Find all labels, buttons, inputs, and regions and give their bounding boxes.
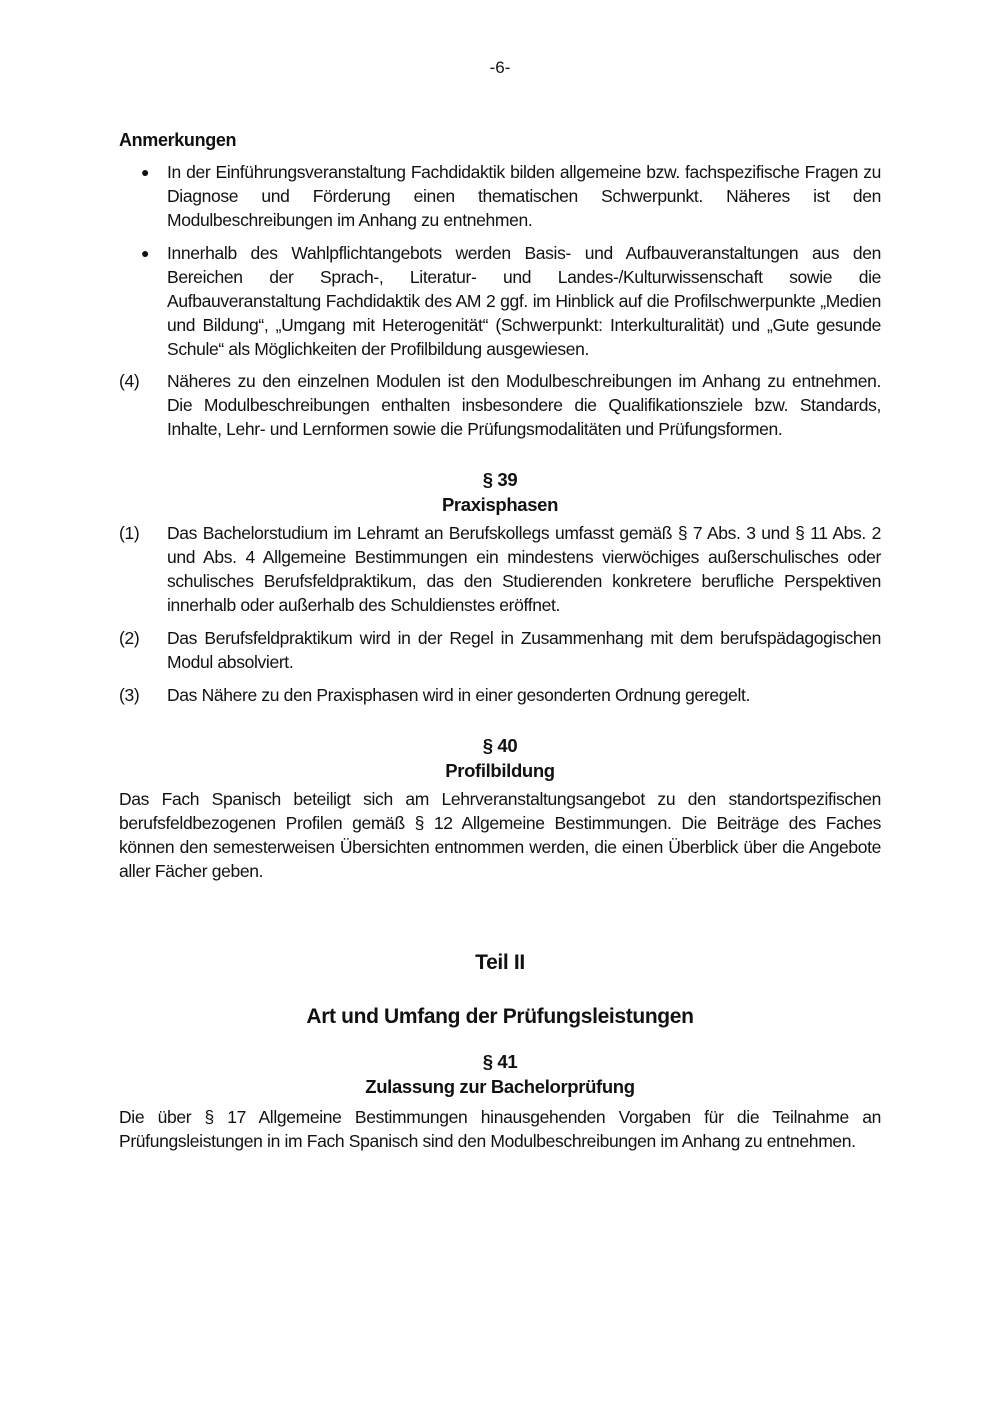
section-39-item-3 bbox=[119, 683, 881, 707]
part-title: Teil II bbox=[475, 951, 525, 974]
section-39-title: Praxisphasen bbox=[441, 494, 559, 515]
section-40-number: § 40 bbox=[482, 735, 518, 756]
paragraph-number: (2) bbox=[119, 628, 140, 648]
paragraph-number: (4) bbox=[119, 371, 140, 391]
section-41-title: Zulassung zur Bachelorprüfung bbox=[365, 1076, 635, 1097]
page-content bbox=[119, 128, 881, 1153]
paragraph-number: (1) bbox=[119, 523, 140, 543]
paragraph-text: Näheres zu den einzelnen Modulen ist den Modulbeschreibungen im Anhang zu entnehmen. Die Modulbeschreibungen enthalten insbesondere die Qualifikationsziele bzw. Standards, Inhalte, Lehr- und Lernformen sowie die Prüfungsmodalitäten und Prüfungsformen. bbox=[167, 371, 881, 439]
section-39-item-2 bbox=[119, 626, 881, 674]
section-39-item-1 bbox=[119, 521, 881, 617]
paragraph-text: Das Nähere zu den Praxisphasen wird in einer gesonderten Ordnung geregelt. bbox=[167, 685, 751, 705]
section-41-text: Die über § 17 Allgemeine Bestimmungen hinausgehenden Vorgaben für die Teilnahme an Prüfungsleistungen in im Fach Spanisch sind den Modulbeschreibungen im Anhang zu entnehmen. bbox=[119, 1107, 881, 1151]
section-40-title: Profilbildung bbox=[445, 760, 555, 781]
anmerkungen-list bbox=[119, 160, 881, 361]
list-item bbox=[119, 160, 881, 232]
page-number: -6- bbox=[489, 58, 511, 77]
part-subtitle: Art und Umfang der Prüfungsleistungen bbox=[306, 1005, 694, 1028]
section-40-text: Das Fach Spanisch beteiligt sich am Lehrveranstaltungsangebot zu den standortspezifischen berufsfeldbezogenen Profilen gemäß § 12 Allgemeine Bestimmungen. Die Beiträge des Faches können den semesterweisen Übersichten entnommen werden, die einen Überblick über die Angebote aller Fächer geben. bbox=[119, 789, 881, 881]
paragraph-number: (3) bbox=[119, 685, 140, 705]
section-41-number: § 41 bbox=[482, 1051, 518, 1072]
paragraph-text: Das Bachelorstudium im Lehramt an Berufskollegs umfasst gemäß § 7 Abs. 3 und § 11 Abs. 2 und Abs. 4 Allgemeine Bestimmungen ein mindestens vierwöchiges außerschulisches oder schulisches Berufsfeldpraktikum, das den Studierenden konkretere berufliche Perspektiven innerhalb oder außerhalb des Schuldienstes eröffnet. bbox=[167, 523, 881, 615]
paragraph-4 bbox=[119, 369, 881, 441]
paragraph-text: Das Berufsfeldpraktikum wird in der Regel in Zusammenhang mit dem berufspädagogischen Modul absolviert. bbox=[167, 628, 881, 672]
list-item bbox=[119, 241, 881, 361]
anmerkungen-heading: Anmerkungen bbox=[119, 130, 237, 150]
section-39-number: § 39 bbox=[482, 469, 518, 490]
bullet-icon: ● bbox=[141, 164, 150, 180]
bullet-icon: ● bbox=[141, 245, 150, 261]
bullet-text: In der Einführungsveranstaltung Fachdidaktik bilden allgemeine bzw. fachspezifische Fragen zu Diagnose und Förderung einen thematischen Schwerpunkt. Näheres ist den Modulbeschreibungen im Anhang zu entnehmen. bbox=[167, 162, 881, 230]
bullet-text: Innerhalb des Wahlpflichtangebots werden Basis- und Aufbauveranstaltungen aus den Bereichen der Sprach-, Literatur- und Landes-/Kulturwissenschaft sowie die Aufbauveranstaltung Fachdidaktik des AM 2 ggf. im Hinblick auf die Profilschwerpunkte „Medien und Bildung“, „Umgang mit Heterogenität“ (Schwerpunkt: Interkulturalität) und „Gute gesunde Schule“ als Möglichkeiten der Profilbildung ausgewiesen. bbox=[167, 243, 881, 359]
